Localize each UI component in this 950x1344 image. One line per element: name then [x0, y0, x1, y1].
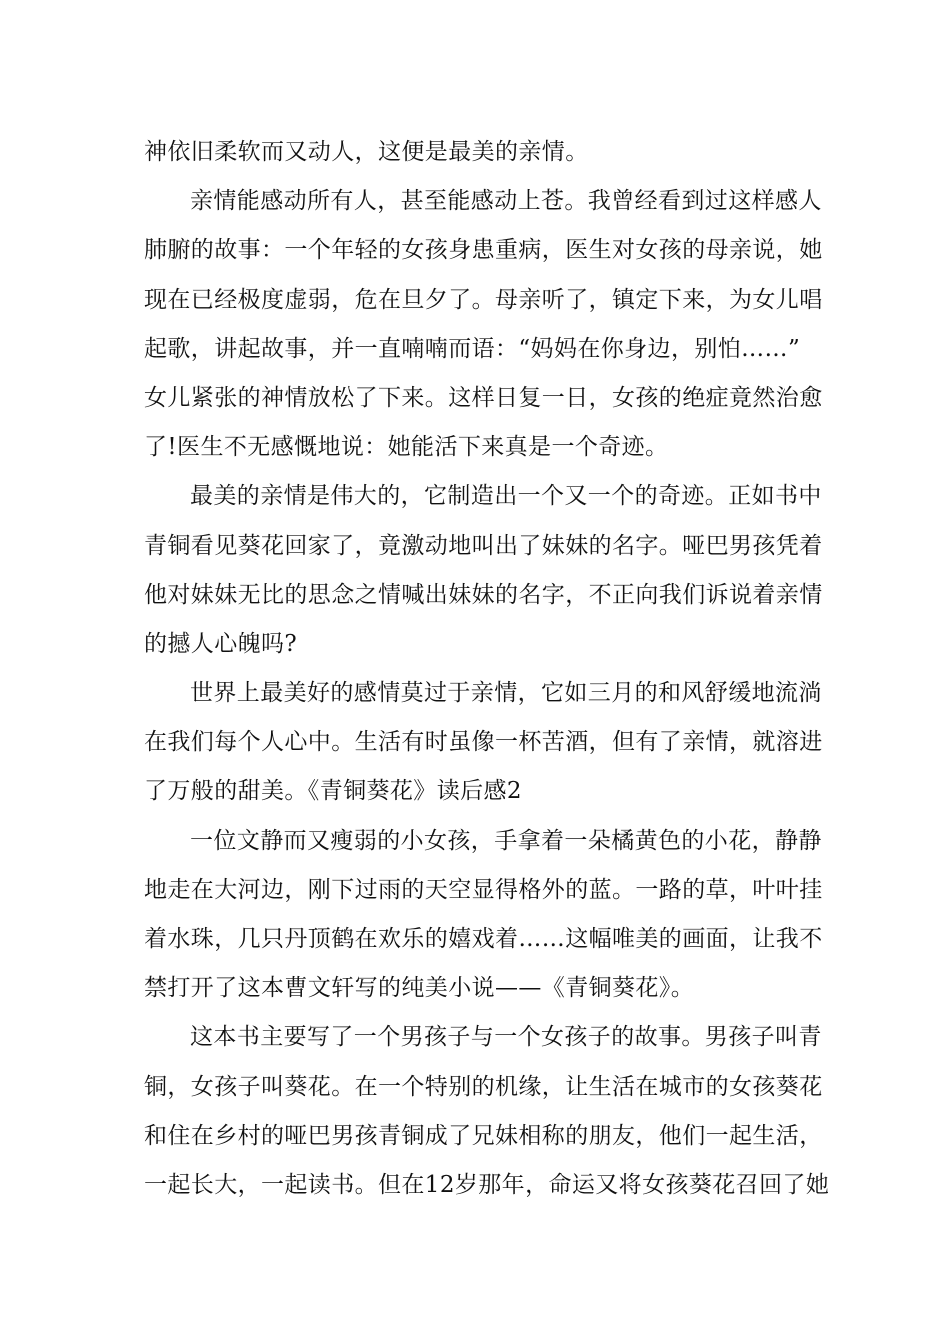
- paragraph-first-line: 世界上最美好的感情莫过于亲情，它如三月的和风舒缓地流淌: [190, 680, 822, 707]
- paragraph-first-line: 这本书主要写了一个男孩子与一个女孩子的故事。男孩子叫青: [190, 1024, 822, 1051]
- text-line: 了万般的甜美。《青铜葵花》读后感2: [144, 778, 522, 805]
- paragraph-first-line: 亲情能感动所有人，甚至能感动上苍。我曾经看到过这样感人: [190, 188, 822, 215]
- text-line: 起歌，讲起故事，并一直喃喃而语：“妈妈在你身边，别怕……”: [144, 335, 801, 362]
- text-line: 现在已经极度虚弱，危在旦夕了。母亲听了，镇定下来，为女儿唱: [144, 286, 823, 313]
- text-line: 女儿紧张的神情放松了下来。这样日复一日，女孩的绝症竟然治愈: [144, 384, 823, 411]
- text-line: 禁打开了这本曹文轩写的纯美小说——《青铜葵花》。: [144, 975, 695, 1002]
- paragraph-first-line: 一位文静而又瘦弱的小女孩，手拿着一朵橘黄色的小花，静静: [190, 827, 822, 854]
- text-line: 在我们每个人心中。生活有时虽像一杯苦酒，但有了亲情，就溶进: [144, 729, 823, 756]
- text-line: 地走在大河边，刚下过雨的天空显得格外的蓝。一路的草，叶叶挂: [144, 876, 823, 903]
- text-line: 肺腑的故事：一个年轻的女孩身患重病，医生对女孩的母亲说，她: [144, 237, 823, 264]
- text-line: 着水珠，几只丹顶鹤在欢乐的嬉戏着……这幅唯美的画面，让我不: [144, 926, 823, 952]
- body-text: [144, 128, 830, 1210]
- text-line: 他对妹妹无比的思念之情喊出妹妹的名字，不正向我们诉说着亲情: [144, 581, 823, 608]
- text-line: 青铜看见葵花回家了，竟激动地叫出了妹妹的名字。哑巴男孩凭着: [144, 532, 823, 559]
- paragraph-first-line: 最美的亲情是伟大的，它制造出一个又一个的奇迹。正如书中: [190, 483, 822, 510]
- text-line: 神依旧柔软而又动人，这便是最美的亲情。: [144, 139, 589, 165]
- text-line: 了!医生不无感慨地说：她能活下来真是一个奇迹。: [144, 434, 669, 461]
- text-line: 铜，女孩子叫葵花。在一个特别的机缘，让生活在城市的女孩葵花: [144, 1073, 823, 1100]
- text-line: 和住在乡村的哑巴男孩青铜成了兄妹相称的朋友，他们一起生活，: [144, 1122, 823, 1149]
- text-line: 一起长大，一起读书。但在12岁那年，命运又将女孩葵花召回了她: [144, 1171, 830, 1198]
- text-line: 的撼人心魄吗?: [144, 630, 298, 657]
